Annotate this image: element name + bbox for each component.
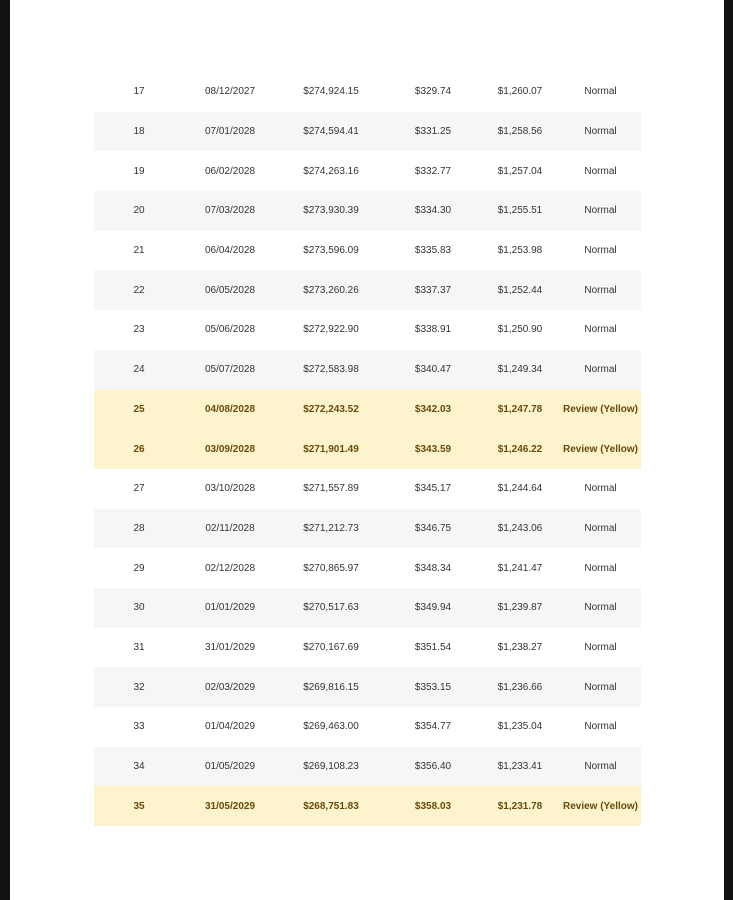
table-row bbox=[94, 469, 641, 509]
table-row bbox=[94, 191, 641, 231]
table-row bbox=[94, 270, 641, 310]
payment-number: 31 bbox=[133, 641, 145, 653]
interest-amount: $1,241.47 bbox=[497, 562, 543, 574]
balance: $274,594.41 bbox=[303, 126, 359, 138]
payment-number: 20 bbox=[133, 205, 145, 217]
interest-amount: $1,235.04 bbox=[497, 721, 543, 733]
status-label: Normal bbox=[584, 245, 617, 257]
payment-date: 06/04/2028 bbox=[204, 245, 256, 257]
interest-amount: $1,250.90 bbox=[497, 324, 543, 336]
payment-number: 26 bbox=[133, 443, 145, 455]
balance: $270,167.69 bbox=[303, 641, 359, 653]
interest-amount: $1,249.34 bbox=[497, 364, 543, 376]
payment-date: 08/12/2027 bbox=[204, 86, 256, 98]
table-row bbox=[94, 707, 641, 747]
status-label: Normal bbox=[584, 681, 617, 693]
principal-amount: $345.17 bbox=[414, 483, 452, 495]
table-row bbox=[94, 747, 641, 787]
status-label: Normal bbox=[584, 364, 617, 376]
payment-number: 33 bbox=[133, 721, 145, 733]
balance: $272,922.90 bbox=[303, 324, 359, 336]
status-label: Normal bbox=[584, 562, 617, 574]
interest-amount: $1,255.51 bbox=[497, 205, 543, 217]
interest-amount: $1,257.04 bbox=[497, 165, 543, 177]
status-label: Normal bbox=[584, 86, 617, 98]
status-label: Review (Yellow) bbox=[562, 443, 639, 455]
balance: $270,517.63 bbox=[303, 602, 359, 614]
table-row bbox=[94, 509, 641, 549]
interest-amount: $1,258.56 bbox=[497, 126, 543, 138]
principal-amount: $348.34 bbox=[414, 562, 452, 574]
balance: $274,924.15 bbox=[303, 86, 359, 98]
table-row bbox=[94, 231, 641, 271]
payment-number: 30 bbox=[133, 602, 145, 614]
interest-amount: $1,243.06 bbox=[497, 522, 543, 534]
principal-amount: $337.37 bbox=[414, 284, 452, 296]
balance: $273,596.09 bbox=[303, 245, 359, 257]
balance: $271,212.73 bbox=[303, 522, 359, 534]
status-label: Normal bbox=[584, 522, 617, 534]
interest-amount: $1,244.64 bbox=[497, 483, 543, 495]
payment-schedule-table bbox=[94, 72, 641, 826]
principal-amount: $335.83 bbox=[414, 245, 452, 257]
payment-number: 27 bbox=[133, 483, 145, 495]
table-row bbox=[94, 112, 641, 152]
payment-number: 35 bbox=[133, 800, 145, 812]
table-row bbox=[94, 588, 641, 628]
payment-number: 34 bbox=[133, 761, 145, 773]
status-label: Normal bbox=[584, 324, 617, 336]
principal-amount: $338.91 bbox=[414, 324, 452, 336]
principal-amount: $340.47 bbox=[414, 364, 452, 376]
payment-number: 25 bbox=[133, 403, 145, 415]
principal-amount: $331.25 bbox=[414, 126, 452, 138]
table-row bbox=[94, 310, 641, 350]
table-row bbox=[94, 429, 641, 469]
principal-amount: $349.94 bbox=[414, 602, 452, 614]
table-row bbox=[94, 350, 641, 390]
balance: $274,263.16 bbox=[303, 165, 359, 177]
payment-date: 02/03/2029 bbox=[204, 681, 256, 693]
status-label: Review (Yellow) bbox=[562, 800, 639, 812]
payment-number: 18 bbox=[133, 126, 145, 138]
status-label: Normal bbox=[584, 641, 617, 653]
payment-date: 07/01/2028 bbox=[204, 126, 256, 138]
payment-number: 21 bbox=[133, 245, 145, 257]
payment-date: 07/03/2028 bbox=[204, 205, 256, 217]
status-label: Normal bbox=[584, 205, 617, 217]
table-row bbox=[94, 151, 641, 191]
interest-amount: $1,238.27 bbox=[497, 641, 543, 653]
payment-date: 03/09/2028 bbox=[204, 443, 256, 455]
payment-number: 19 bbox=[133, 165, 145, 177]
balance: $270,865.97 bbox=[303, 562, 359, 574]
interest-amount: $1,253.98 bbox=[497, 245, 543, 257]
payment-number: 29 bbox=[133, 562, 145, 574]
status-label: Normal bbox=[584, 721, 617, 733]
principal-amount: $342.03 bbox=[414, 403, 452, 415]
principal-amount: $334.30 bbox=[414, 205, 452, 217]
balance: $273,260.26 bbox=[303, 284, 359, 296]
status-label: Normal bbox=[584, 483, 617, 495]
interest-amount: $1,247.78 bbox=[497, 403, 543, 415]
payment-date: 03/10/2028 bbox=[204, 483, 256, 495]
status-label: Review (Yellow) bbox=[562, 403, 639, 415]
interest-amount: $1,239.87 bbox=[497, 602, 543, 614]
status-label: Normal bbox=[584, 602, 617, 614]
interest-amount: $1,231.78 bbox=[497, 800, 543, 812]
interest-amount: $1,246.22 bbox=[497, 443, 543, 455]
payment-number: 22 bbox=[133, 284, 145, 296]
interest-amount: $1,236.66 bbox=[497, 681, 543, 693]
payment-date: 05/06/2028 bbox=[204, 324, 256, 336]
interest-amount: $1,252.44 bbox=[497, 284, 543, 296]
payment-date: 01/01/2029 bbox=[204, 602, 256, 614]
principal-amount: $351.54 bbox=[414, 641, 452, 653]
principal-amount: $346.75 bbox=[414, 522, 452, 534]
balance: $273,930.39 bbox=[303, 205, 359, 217]
payment-number: 32 bbox=[133, 681, 145, 693]
status-label: Normal bbox=[584, 761, 617, 773]
balance: $269,816.15 bbox=[303, 681, 359, 693]
payment-date: 31/05/2029 bbox=[204, 800, 256, 812]
balance: $269,463.00 bbox=[303, 721, 359, 733]
interest-amount: $1,260.07 bbox=[497, 86, 543, 98]
payment-date: 06/02/2028 bbox=[204, 165, 256, 177]
principal-amount: $353.15 bbox=[414, 681, 452, 693]
payment-number: 23 bbox=[133, 324, 145, 336]
payment-number: 17 bbox=[133, 86, 145, 98]
payment-date: 01/04/2029 bbox=[204, 721, 256, 733]
payment-number: 24 bbox=[133, 364, 145, 376]
table-row bbox=[94, 390, 641, 430]
table-row bbox=[94, 667, 641, 707]
payment-number: 28 bbox=[133, 522, 145, 534]
table-row bbox=[94, 72, 641, 112]
balance: $271,901.49 bbox=[303, 443, 359, 455]
principal-amount: $329.74 bbox=[414, 86, 452, 98]
principal-amount: $332.77 bbox=[414, 165, 452, 177]
payment-date: 31/01/2029 bbox=[204, 641, 256, 653]
principal-amount: $356.40 bbox=[414, 761, 452, 773]
table-row bbox=[94, 628, 641, 668]
balance: $269,108.23 bbox=[303, 761, 359, 773]
interest-amount: $1,233.41 bbox=[497, 761, 543, 773]
payment-date: 04/08/2028 bbox=[204, 403, 256, 415]
table-row bbox=[94, 548, 641, 588]
payment-date: 05/07/2028 bbox=[204, 364, 256, 376]
table-row bbox=[94, 786, 641, 826]
principal-amount: $358.03 bbox=[414, 800, 452, 812]
balance: $268,751.83 bbox=[303, 800, 359, 812]
principal-amount: $354.77 bbox=[414, 721, 452, 733]
status-label: Normal bbox=[584, 126, 617, 138]
document-page bbox=[10, 0, 724, 900]
status-label: Normal bbox=[584, 165, 617, 177]
balance: $272,243.52 bbox=[303, 403, 359, 415]
payment-date: 01/05/2029 bbox=[204, 761, 256, 773]
principal-amount: $343.59 bbox=[414, 443, 452, 455]
balance: $272,583.98 bbox=[303, 364, 359, 376]
payment-date: 06/05/2028 bbox=[204, 284, 256, 296]
balance: $271,557.89 bbox=[303, 483, 359, 495]
payment-date: 02/11/2028 bbox=[205, 522, 255, 534]
payment-date: 02/12/2028 bbox=[204, 562, 256, 574]
status-label: Normal bbox=[584, 284, 617, 296]
